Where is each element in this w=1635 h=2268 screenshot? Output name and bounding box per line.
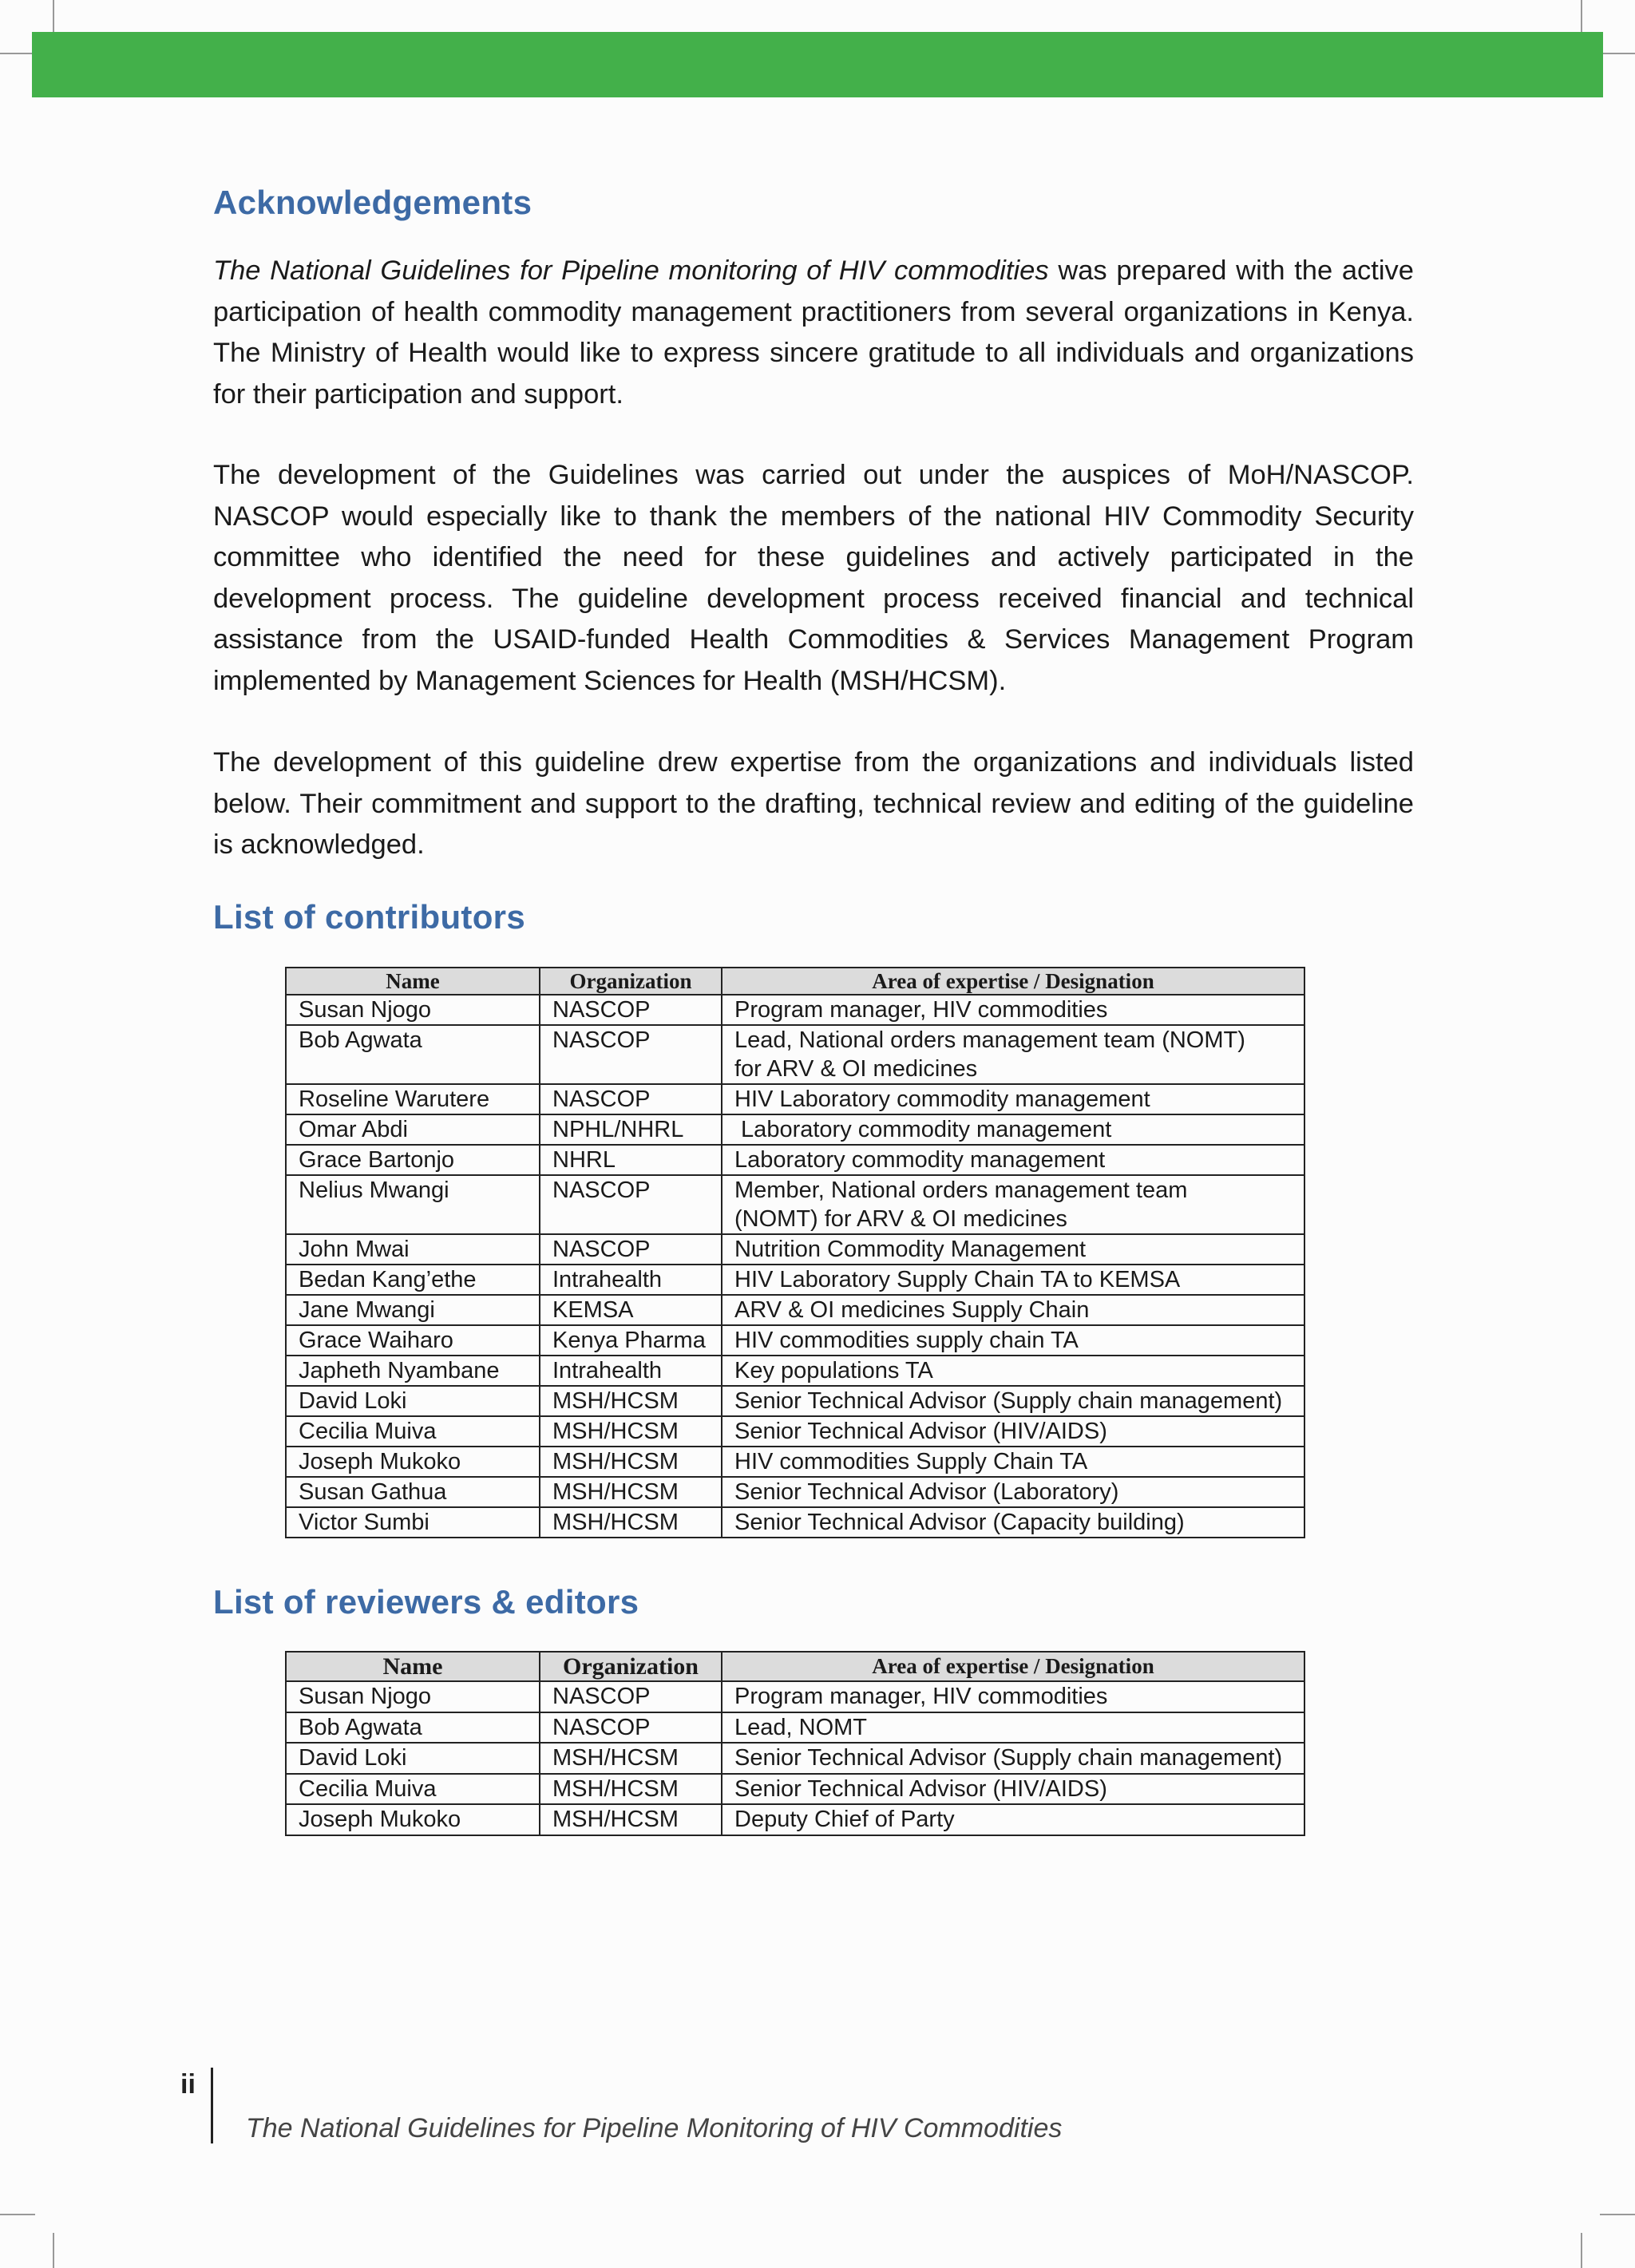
cell-organization: Kenya Pharma — [540, 1325, 722, 1356]
column-header-expertise: Area of expertise / Designation — [722, 968, 1304, 995]
table-header-row — [286, 1652, 1304, 1681]
cell-name: David Loki — [286, 1386, 540, 1416]
cell-organization: MSH/HCSM — [540, 1507, 722, 1538]
footer-divider — [211, 2068, 213, 2143]
crop-mark — [1581, 2233, 1582, 2268]
crop-mark — [1581, 0, 1582, 35]
cell-organization: MSH/HCSM — [540, 1447, 722, 1477]
acknowledgements-paragraph-1 — [213, 251, 1414, 415]
cell-expertise: Senior Technical Advisor (HIV/AIDS) — [722, 1774, 1304, 1805]
table-row — [286, 1356, 1304, 1386]
cell-expertise: HIV commodities supply chain TA — [722, 1325, 1304, 1356]
table-row — [286, 1477, 1304, 1507]
header-band — [32, 32, 1603, 97]
cell-name: Susan Njogo — [286, 995, 540, 1025]
table-row — [286, 1774, 1304, 1805]
cell-name: Roseline Warutere — [286, 1084, 540, 1114]
column-header-organization: Organization — [540, 968, 722, 995]
cell-organization: Intrahealth — [540, 1356, 722, 1386]
cell-name: Joseph Mukoko — [286, 1447, 540, 1477]
cell-name: Jane Mwangi — [286, 1295, 540, 1325]
cell-organization: NASCOP — [540, 1712, 722, 1744]
table-row — [286, 1804, 1304, 1835]
cell-organization: MSH/HCSM — [540, 1477, 722, 1507]
reviewers-heading: List of reviewers & editors — [213, 1583, 639, 1621]
cell-expertise: Senior Technical Advisor (HIV/AIDS) — [722, 1416, 1304, 1447]
column-header-name: Name — [286, 1652, 540, 1681]
cell-name: Grace Bartonjo — [286, 1145, 540, 1175]
cell-organization: MSH/HCSM — [540, 1386, 722, 1416]
cell-name: Nelius Mwangi — [286, 1175, 540, 1234]
cell-organization: KEMSA — [540, 1295, 722, 1325]
page-number: ii — [180, 2069, 196, 2100]
cell-organization: NASCOP — [540, 1234, 722, 1265]
cell-organization: NHRL — [540, 1145, 722, 1175]
cell-organization: MSH/HCSM — [540, 1743, 722, 1774]
crop-mark — [0, 2214, 35, 2215]
cell-organization: NASCOP — [540, 1175, 722, 1234]
cell-expertise: Member, National orders management team (NOMT) for ARV & OI medicines — [722, 1175, 1304, 1234]
cell-organization: NASCOP — [540, 1084, 722, 1114]
table-row — [286, 1234, 1304, 1265]
table-row — [286, 1507, 1304, 1538]
table-row — [286, 1114, 1304, 1145]
cell-expertise: Deputy Chief of Party — [722, 1804, 1304, 1835]
cell-expertise: ARV & OI medicines Supply Chain — [722, 1295, 1304, 1325]
cell-organization: NASCOP — [540, 1681, 722, 1712]
footer-document-title: The National Guidelines for Pipeline Monitoring of HIV Commodities — [246, 2113, 1063, 2143]
cell-name: Bob Agwata — [286, 1712, 540, 1744]
cell-organization: NASCOP — [540, 995, 722, 1025]
cell-name: Grace Waiharo — [286, 1325, 540, 1356]
cell-expertise: Laboratory commodity management — [722, 1145, 1304, 1175]
table-row — [286, 1175, 1304, 1234]
cell-organization: MSH/HCSM — [540, 1774, 722, 1805]
cell-name: Susan Gathua — [286, 1477, 540, 1507]
cell-name: Japheth Nyambane — [286, 1356, 540, 1386]
table-row — [286, 1265, 1304, 1295]
cell-organization: NASCOP — [540, 1025, 722, 1084]
cell-name: Susan Njogo — [286, 1681, 540, 1712]
cell-organization: NPHL/NHRL — [540, 1114, 722, 1145]
cell-expertise: HIV Laboratory commodity management — [722, 1084, 1304, 1114]
crop-mark — [1600, 2214, 1635, 2215]
contributors-heading: List of contributors — [213, 898, 525, 936]
cell-organization: MSH/HCSM — [540, 1804, 722, 1835]
table-row — [286, 1743, 1304, 1774]
cell-name: John Mwai — [286, 1234, 540, 1265]
contributors-table — [285, 967, 1305, 1538]
cell-expertise: Program manager, HIV commodities — [722, 995, 1304, 1025]
column-header-expertise: Area of expertise / Designation — [722, 1652, 1304, 1681]
crop-mark — [1600, 53, 1635, 54]
crop-mark — [53, 0, 54, 35]
cell-expertise: Key populations TA — [722, 1356, 1304, 1386]
cell-expertise: Senior Technical Advisor (Supply chain management) — [722, 1743, 1304, 1774]
column-header-name: Name — [286, 968, 540, 995]
cell-expertise: Senior Technical Advisor (Supply chain management) — [722, 1386, 1304, 1416]
paragraph-1-text: was prepared with the active participation of health commodity management practitioners from several organizations in Kenya. The Ministry of Health would like to express sincere gratitude to all individuals and organizations for their participation and support. — [213, 255, 1414, 410]
cell-organization: MSH/HCSM — [540, 1416, 722, 1447]
cell-expertise: Senior Technical Advisor (Capacity building) — [722, 1507, 1304, 1538]
cell-name: David Loki — [286, 1743, 540, 1774]
table-row — [286, 995, 1304, 1025]
cell-name: Cecilia Muiva — [286, 1774, 540, 1805]
cell-expertise: Lead, National orders management team (NOMT) for ARV & OI medicines — [722, 1025, 1304, 1084]
crop-mark — [53, 2233, 54, 2268]
crop-mark — [0, 53, 35, 54]
table-row — [286, 1295, 1304, 1325]
reviewers-table — [285, 1651, 1305, 1836]
table-row — [286, 1416, 1304, 1447]
cell-name: Omar Abdi — [286, 1114, 540, 1145]
cell-name: Bedan Kang’ethe — [286, 1265, 540, 1295]
cell-expertise: Lead, NOMT — [722, 1712, 1304, 1744]
cell-name: Victor Sumbi — [286, 1507, 540, 1538]
table-header-row — [286, 968, 1304, 995]
acknowledgements-paragraph-3: The development of this guideline drew expertise from the organizations and individuals listed below. Their commitment and support to the drafting, technical review and editing of the guideline is acknowledged. — [213, 747, 1414, 860]
table-row — [286, 1447, 1304, 1477]
cell-expertise: Nutrition Commodity Management — [722, 1234, 1304, 1265]
table-row — [286, 1084, 1304, 1114]
table-row — [286, 1712, 1304, 1744]
table-row — [286, 1145, 1304, 1175]
cell-name: Joseph Mukoko — [286, 1804, 540, 1835]
cell-name: Bob Agwata — [286, 1025, 540, 1084]
document-title-inline: The National Guidelines for Pipeline monitoring of HIV commodities — [213, 255, 1049, 286]
cell-expertise: HIV Laboratory Supply Chain TA to KEMSA — [722, 1265, 1304, 1295]
cell-name: Cecilia Muiva — [286, 1416, 540, 1447]
cell-expertise: Senior Technical Advisor (Laboratory) — [722, 1477, 1304, 1507]
acknowledgements-paragraph-2: The development of the Guidelines was carried out under the auspices of MoH/NASCOP. NASCOP would especially like to thank the members of the national HIV Commodity Security committee who identified the need for these guidelines and actively participated in the development process. The guideline development process received financial and technical assistance from the USAID-funded Health Commodities & Services Management Program implemented by Management Sciences for Health (MSH/HCSM). — [213, 460, 1414, 696]
table-row — [286, 1386, 1304, 1416]
cell-expertise: HIV commodities Supply Chain TA — [722, 1447, 1304, 1477]
table-row — [286, 1681, 1304, 1712]
cell-organization: Intrahealth — [540, 1265, 722, 1295]
cell-expertise: Program manager, HIV commodities — [722, 1681, 1304, 1712]
column-header-organization: Organization — [540, 1652, 722, 1681]
acknowledgements-heading: Acknowledgements — [213, 184, 532, 221]
cell-expertise: Laboratory commodity management — [722, 1114, 1304, 1145]
table-row — [286, 1025, 1304, 1084]
table-row — [286, 1325, 1304, 1356]
